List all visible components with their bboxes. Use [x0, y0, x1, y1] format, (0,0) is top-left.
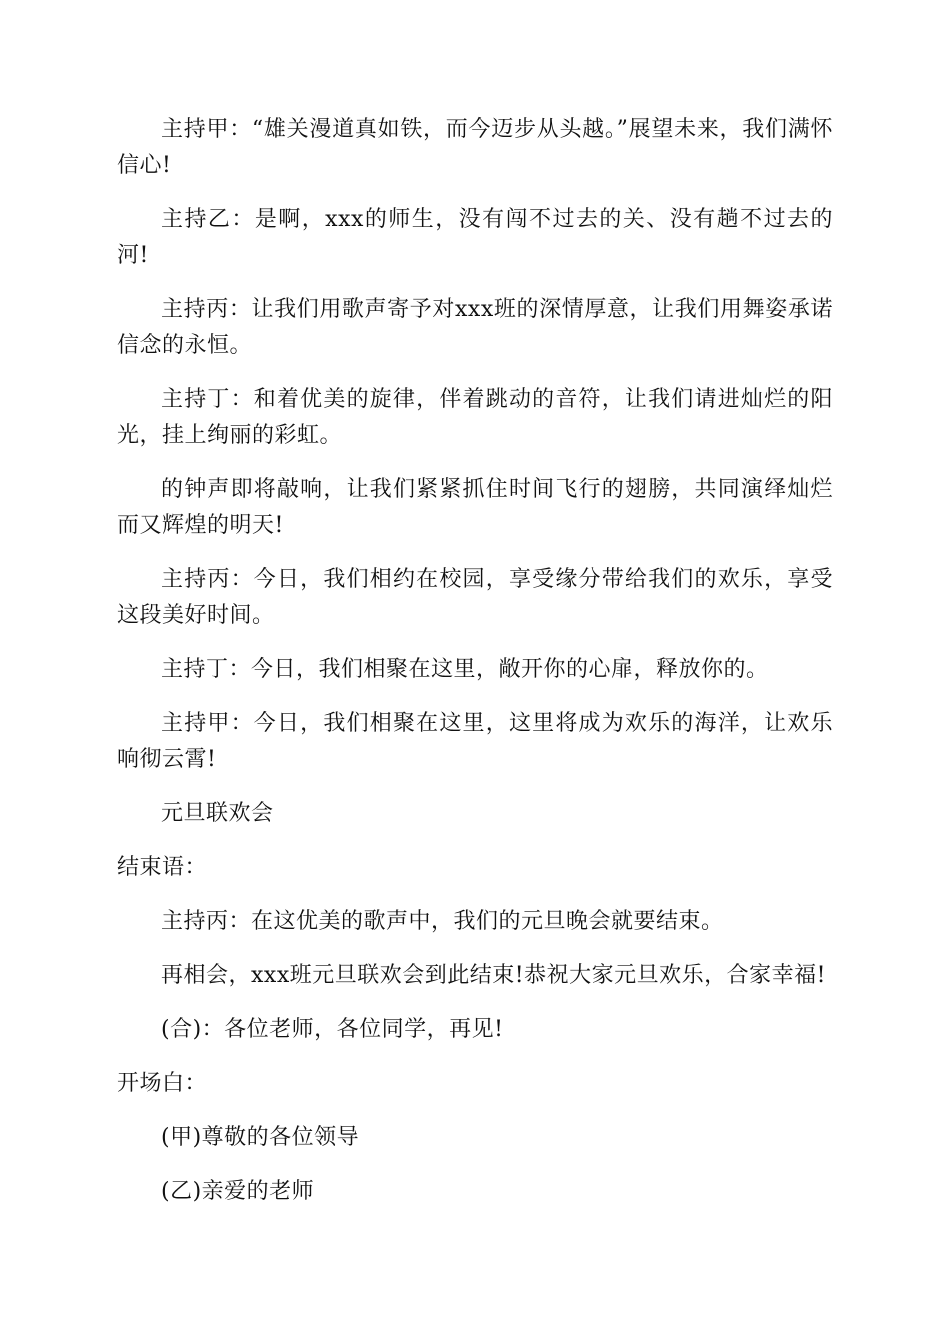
paragraph-jia-leaders: (甲)尊敬的各位领导	[161, 1125, 360, 1150]
paragraph-host-ding-heart: 主持丁：今日，我们相聚在这里，敞开你的心扉，释放你的。	[161, 657, 769, 682]
paragraph-yi-teachers: (乙)亲爱的老师	[161, 1179, 315, 1204]
paragraph-bell-tomorrow: 的钟声即将敲响，让我们紧紧抓住时间飞行的翅膀，共同演绎灿烂而又辉煌的明天!	[117, 477, 833, 538]
paragraph-host-bing-campus: 主持丙：今日，我们相约在校园，享受缘分带给我们的欢乐，享受这段美好时间。	[117, 567, 833, 628]
paragraph-host-jia-ocean: 主持甲：今日，我们相聚在这里，这里将成为欢乐的海洋，让欢乐响彻云霄!	[117, 711, 833, 772]
paragraph-host-bing-ending: 主持丙：在这优美的歌声中，我们的元旦晚会就要结束。	[161, 909, 724, 934]
paragraph-host-ding-rainbow: 主持丁：和着优美的旋律，伴着跳动的音符，让我们请进灿烂的阳光，挂上绚丽的彩虹。	[117, 387, 833, 448]
document-page	[117, 112, 833, 1228]
paragraph-farewell-wishes: 再相会，xxx班元旦联欢会到此结束!恭祝大家元旦欢乐，合家幸福!	[161, 963, 826, 988]
paragraph-host-bing-song: 主持丙：让我们用歌声寄予对xxx班的深情厚意，让我们用舞姿承诺信念的永恒。	[117, 297, 833, 358]
paragraph-together-goodbye: (合)：各位老师，各位同学，再见!	[161, 1017, 504, 1042]
heading-new-year-party: 元旦联欢会	[161, 801, 274, 826]
paragraph-host-yi-river: 主持乙：是啊，xxx的师生，没有闯不过去的关、没有趟不过去的河!	[117, 207, 833, 268]
heading-closing-remarks: 结束语：	[117, 855, 208, 880]
heading-opening-remarks: 开场白：	[117, 1071, 208, 1096]
paragraph-host-jia-confidence: 主持甲：“雄关漫道真如铁，而今迈步从头越。”展望未来，我们满怀信心!	[117, 117, 833, 178]
